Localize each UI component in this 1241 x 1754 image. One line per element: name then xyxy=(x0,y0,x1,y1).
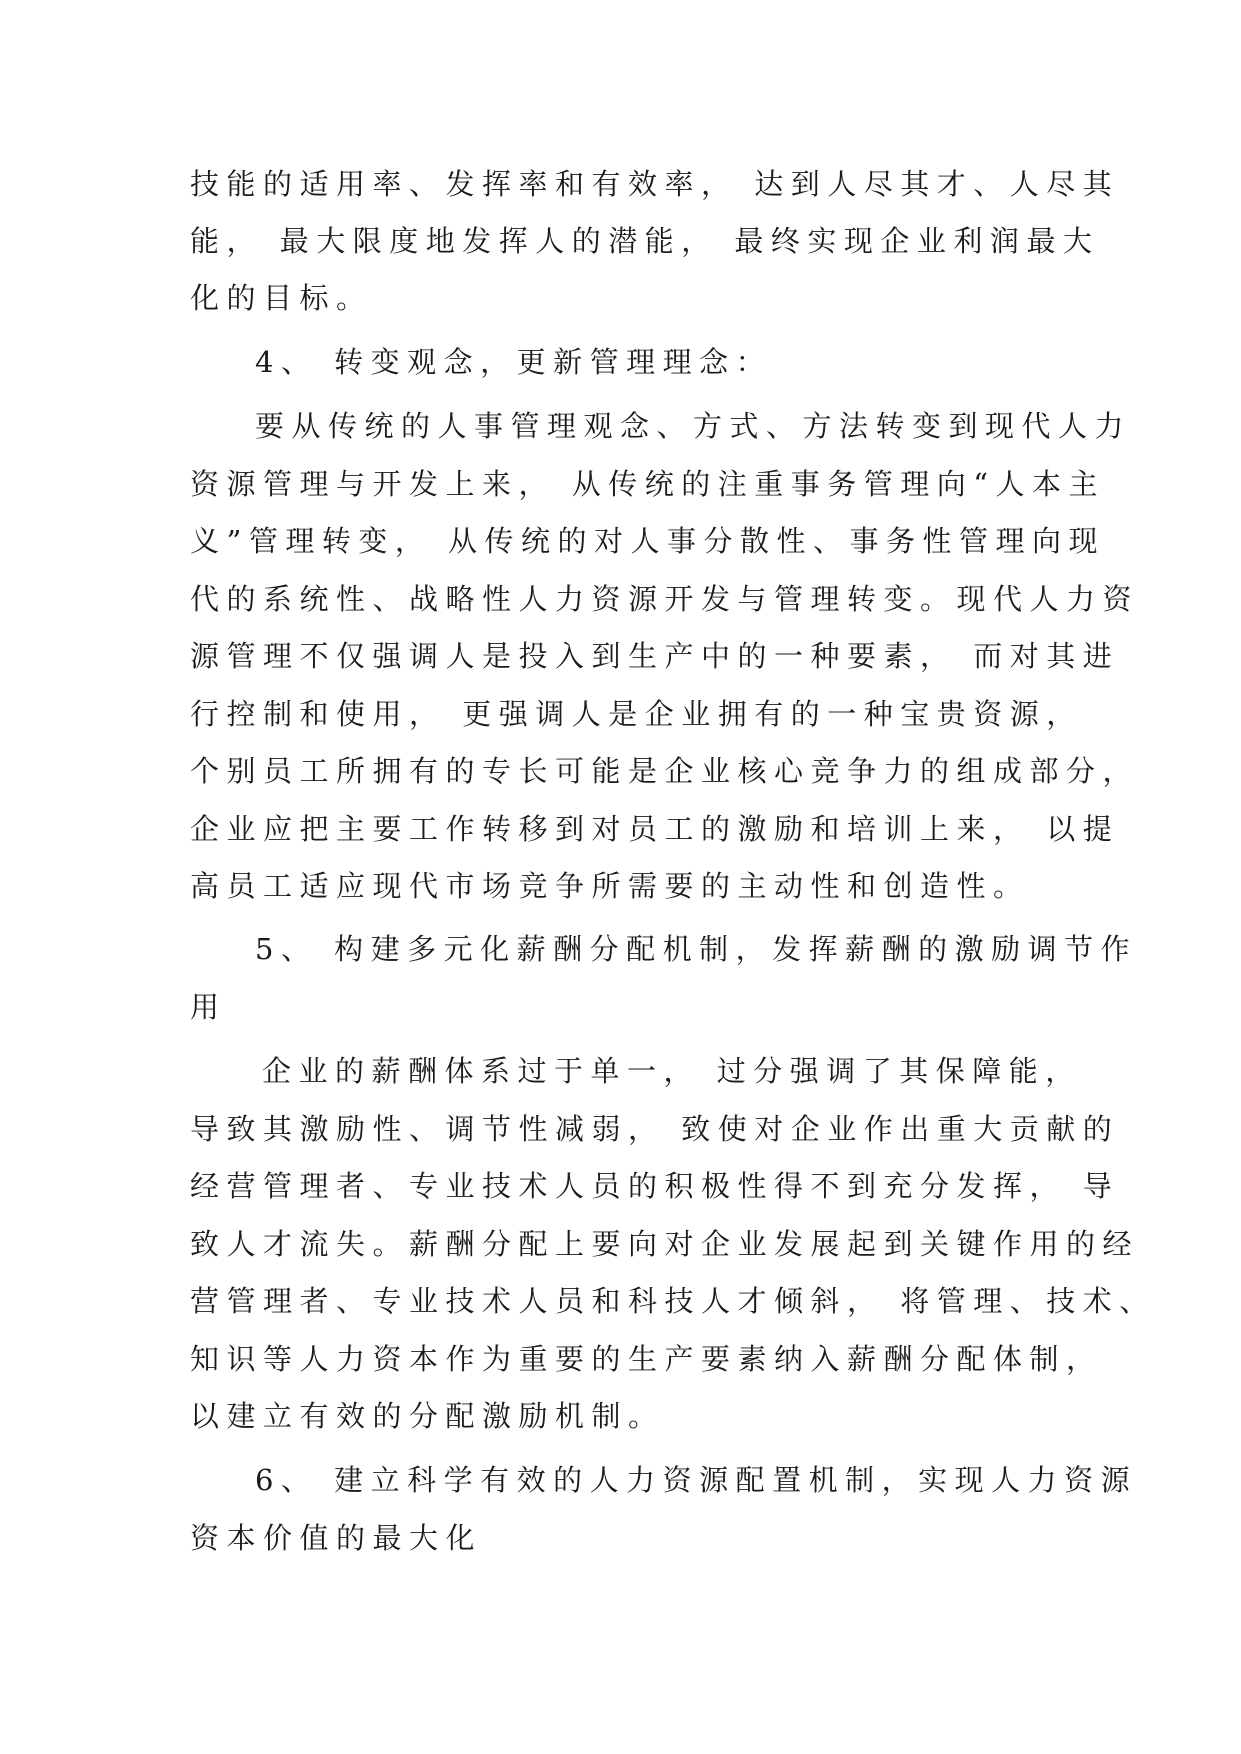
text-line: 代的系统性、战略性人力资源开发与管理转变。现代人力资 xyxy=(190,582,1140,616)
text-line: 知识等人力资本作为重要的生产要素纳入薪酬分配体制， xyxy=(190,1342,1103,1376)
text-line: 用 xyxy=(190,990,227,1024)
text-line: 个别员工所拥有的专长可能是企业核心竞争力的组成部分， xyxy=(190,754,1140,788)
section-heading-6: 6、 建立科学有效的人力资源配置机制，实现人力资源 xyxy=(255,1463,1138,1497)
text-line: 高员工适应现代市场竞争所需要的主动性和创造性。 xyxy=(190,869,1030,903)
text-line: 以建立有效的分配激励机制。 xyxy=(190,1399,665,1433)
text-line: 要从传统的人事管理观念、方式、方法转变到现代人力 xyxy=(255,409,1132,443)
text-line: 资本价值的最大化 xyxy=(190,1521,483,1555)
text-line: 营管理者、专业技术人员和科技人才倾斜， 将管理、技术、 xyxy=(190,1284,1156,1318)
text-line: 企业应把主要工作转移到对员工的激励和培训上来， 以提 xyxy=(190,812,1120,846)
text-line: 行控制和使用， 更强调人是企业拥有的一种宝贵资源， xyxy=(190,697,1083,731)
text-line: 源管理不仅强调人是投入到生产中的一种要素， 而对其进 xyxy=(190,639,1120,673)
text-line: 技能的适用率、发挥率和有效率， 达到人尽其才、人尽其 xyxy=(190,167,1120,201)
text-line: 义”管理转变， 从传统的对人事分散性、事务性管理向现 xyxy=(190,524,1106,558)
text-line: 导致其激励性、调节性减弱， 致使对企业作出重大贡献的 xyxy=(190,1112,1120,1146)
section-heading-4: 4、 转变观念，更新管理理念： xyxy=(255,345,773,379)
text-line: 资源管理与开发上来， 从传统的注重事务管理向“人本主 xyxy=(190,467,1106,501)
text-line: 能， 最大限度地发挥人的潜能， 最终实现企业利润最大 xyxy=(190,224,1100,258)
text-line: 致人才流失。薪酬分配上要向对企业发展起到关键作用的经 xyxy=(190,1227,1140,1261)
section-heading-5: 5、 构建多元化薪酬分配机制，发挥薪酬的激励调节作 xyxy=(255,932,1138,966)
text-line: 化的目标。 xyxy=(190,281,373,315)
text-line: 经营管理者、专业技术人员的积极性得不到充分发挥， 导 xyxy=(190,1169,1120,1203)
text-line: 企业的薪酬体系过于单一， 过分强调了其保障能， xyxy=(262,1054,1082,1088)
